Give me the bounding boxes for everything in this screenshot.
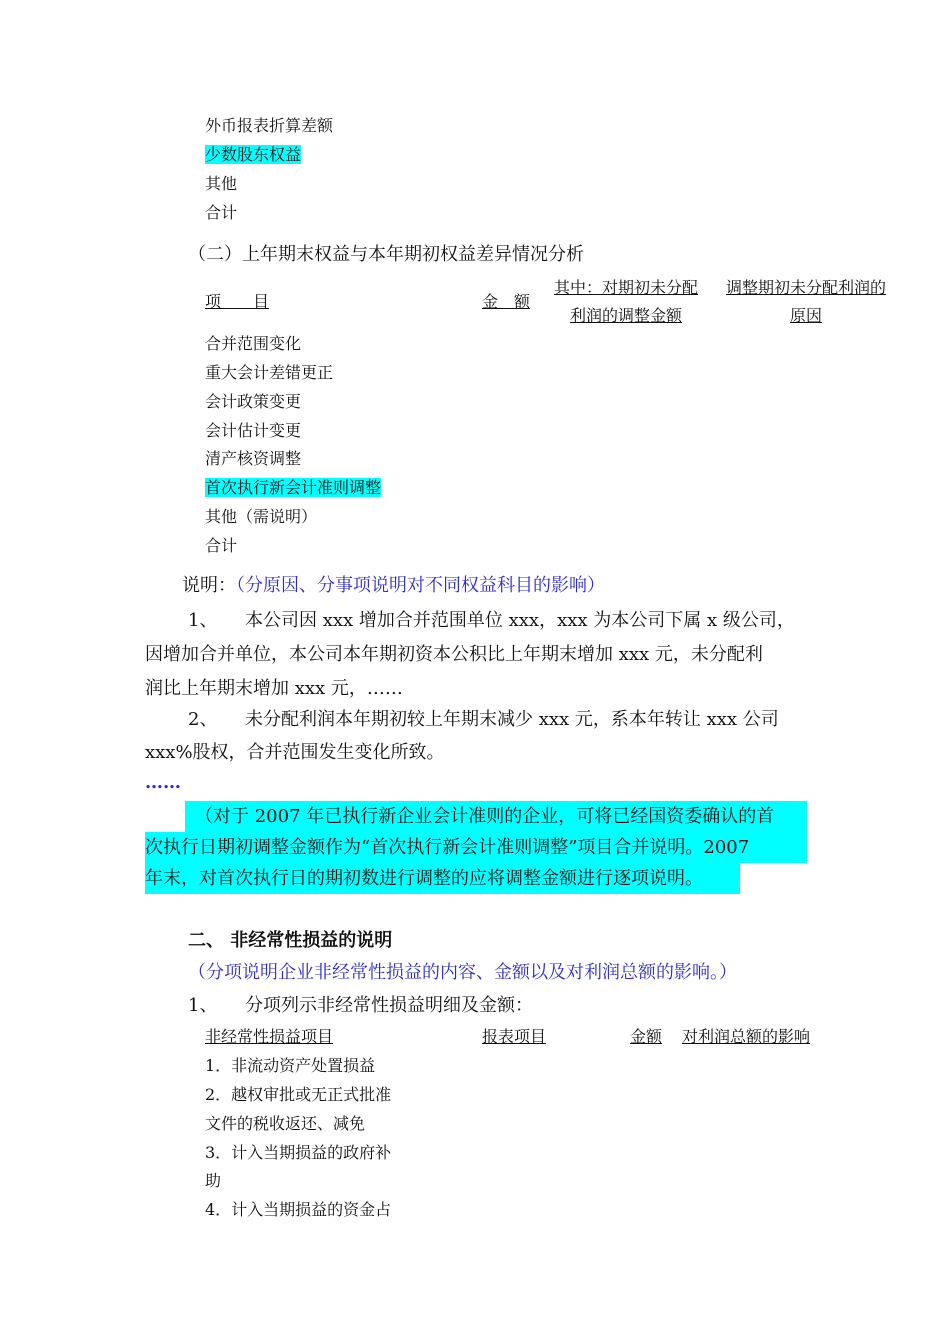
paragraph-line: 未分配利润本年期初较上年期末减少 xxx 元，系本年转让 xxx 公司 <box>245 709 779 730</box>
item-number: 1、 <box>188 995 218 1016</box>
explanation-label: 说明：（分原因、分事项说明对不同权益科目的影响） <box>182 575 605 596</box>
table-row: 4．计入当期损益的资金占 <box>205 1200 392 1219</box>
highlighted-line: 次执行日期初调整金额作为“首次执行新会计准则调整”项目合并说明。2007 <box>145 832 807 863</box>
section-heading: （二）上年期末权益与本年期初权益差异情况分析 <box>188 244 584 265</box>
list-item: 其他 <box>205 174 238 193</box>
table-row: 清产核资调整 <box>205 449 302 468</box>
section-note: （分项说明企业非经常性损益的内容、金额以及对利润总额的影响。） <box>188 962 737 983</box>
col-header-amount: 金 额 <box>482 292 531 311</box>
item-number: 1、 <box>188 610 218 631</box>
paragraph-line: 因增加合并单位，本公司本年期初资本公积比上年期末增加 xxx 元，未分配利 <box>145 644 763 665</box>
list-item: 合计 <box>205 203 238 222</box>
table-row: 会计政策变更 <box>205 392 302 411</box>
col-header-amount: 金额 <box>630 1027 663 1046</box>
col-header-reason: 调整期初未分配利润的 原因 <box>725 278 886 325</box>
section-heading: 二、 非经常性损益的说明 <box>188 930 393 951</box>
col-header-item: 项 目 <box>205 292 270 311</box>
paragraph-line: xxx%股权，合并范围发生变化所致。 <box>145 742 445 763</box>
list-item: 外币报表折算差额 <box>205 116 334 135</box>
highlighted-line: （对于 2007 年已执行新企业会计准则的企业，可将已经国资委确认的首 <box>185 801 807 832</box>
table-row-highlighted: 首次执行新会计准则调整 <box>205 478 382 497</box>
table-row: 2．越权审批或无正式批准 <box>205 1085 392 1104</box>
table-row: 文件的税收返还、减免 <box>205 1114 366 1133</box>
col-header-impact: 对利润总额的影响 <box>682 1027 811 1046</box>
highlighted-line: 年末，对首次执行日的期初数进行调整的应将调整金额进行逐项说明。 <box>145 863 740 894</box>
col-header-adjust: 其中：对期初未分配 利润的调整金额 <box>553 278 698 325</box>
item-number: 2、 <box>188 709 218 730</box>
paragraph-line: 本公司因 xxx 增加合并范围单位 xxx，xxx 为本公司下属 x 级公司， <box>245 610 795 631</box>
table-row: 重大会计差错更正 <box>205 363 334 382</box>
table-row: 会计估计变更 <box>205 421 302 440</box>
table-row: 其他（需说明） <box>205 507 318 526</box>
table-row: 3．计入当期损益的政府补 <box>205 1143 392 1162</box>
list-item-highlighted: 少数股东权益 <box>205 145 302 164</box>
col-header-item: 非经常性损益项目 <box>205 1027 334 1046</box>
col-header-report: 报表项目 <box>482 1027 547 1046</box>
ellipsis: …… <box>145 772 181 793</box>
table-row: 1．非流动资产处置损益 <box>205 1056 376 1075</box>
table-row: 合计 <box>205 536 238 555</box>
item-text: 分项列示非经常性损益明细及金额： <box>245 995 533 1016</box>
table-row: 合并范围变化 <box>205 334 302 353</box>
paragraph-line: 润比上年期末增加 xxx 元，…… <box>145 678 403 699</box>
table-row: 助 <box>205 1171 222 1190</box>
highlighted-note <box>145 801 807 895</box>
